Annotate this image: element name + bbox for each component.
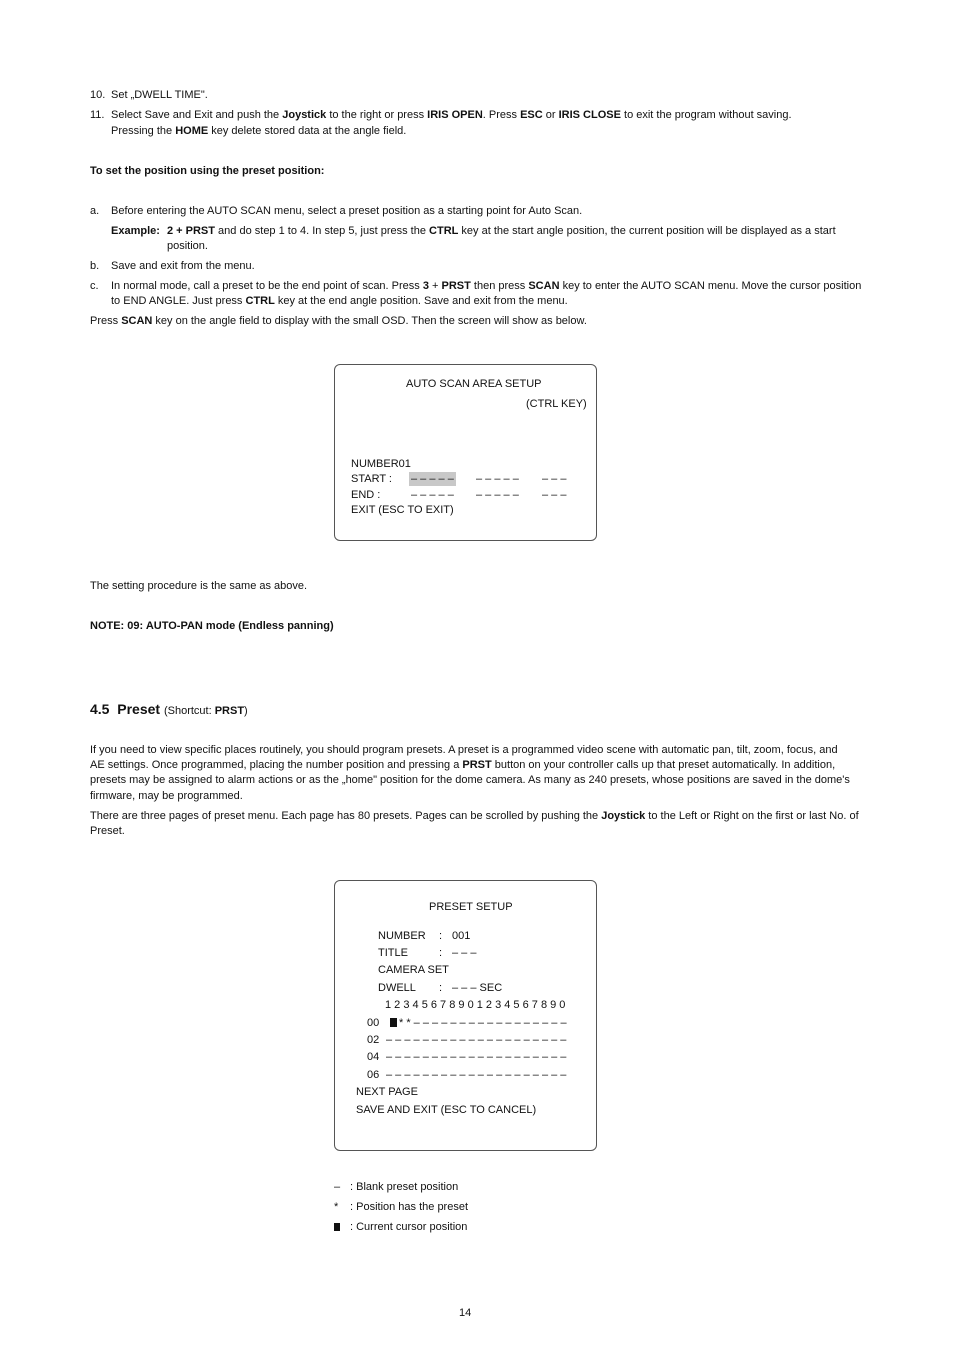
para1-line4: firmware, may be programmed. (90, 790, 243, 802)
step-text: Select Save and Exit and push the Joystick to the right or press IRIS OPEN. Press ESC or IRIS CLOSE to exit the program without saving. (111, 109, 792, 121)
para1-line3: presets may be assigned to alarm actions or as the „home" position for the dome camera. As many as 240 presets, whose positions are saved in the dome's (90, 774, 850, 786)
start-field-2[interactable]: – – – – – (476, 473, 519, 485)
start-field-3[interactable]: – – – (542, 473, 567, 485)
example-line-2: position. (167, 240, 208, 252)
item-b: b. Save and exit from the menu. (90, 260, 255, 272)
preset-setup-osd-screen (334, 880, 597, 1151)
row-label-02: 02 (367, 1034, 380, 1046)
save-exit-item[interactable]: SAVE AND EXIT (ESC TO CANCEL) (356, 1104, 537, 1116)
dwell-label: DWELL (378, 982, 416, 994)
exit-item[interactable]: EXIT (ESC TO EXIT) (351, 504, 454, 516)
row-label-06: 06 (367, 1069, 380, 1081)
step-number: 11. (90, 109, 105, 121)
dwell-value[interactable]: – – – SEC (452, 982, 503, 994)
row-label-00: 00 (367, 1017, 380, 1029)
item-c: c. In normal mode, call a preset to be the end point of scan. Press 3 + PRST then press SCAN key to enter the AUTO SCAN menu. Move the cursor position (90, 280, 862, 292)
ctrl-key-label: (CTRL KEY) (526, 398, 587, 410)
item-a: a. Before entering the AUTO SCAN menu, select a preset position as a starting point for Auto Scan. (90, 205, 583, 217)
digit-header: 1 2 3 4 5 6 7 8 9 0 1 2 3 4 5 6 7 8 9 0 (385, 999, 566, 1011)
preset-position-heading: To set the position using the preset position: (90, 165, 325, 177)
section-heading: 4.5 Preset (Shortcut: PRST) (90, 701, 248, 717)
cursor-icon (390, 1018, 397, 1027)
auto-scan-osd-screen (334, 364, 597, 541)
end-field-3[interactable]: – – – (542, 489, 567, 501)
step-10 (90, 88, 208, 103)
same-procedure-text: The setting procedure is the same as above. (90, 580, 308, 592)
legend-text: : Position has the preset (350, 1201, 469, 1213)
para2-line2: Preset. (90, 825, 125, 837)
colon: : (439, 930, 443, 942)
colon: : (439, 982, 443, 994)
legend-cursor (334, 1220, 468, 1235)
example-line: Example: 2 + PRST and do step 1 to 4. In step 5, just press the CTRL key at the start angle position, the current position will be displayed as a start (111, 225, 836, 237)
start-label: START : (351, 473, 392, 485)
preset-row-04[interactable]: – – – – – – – – – – – – – – – – – – – – (386, 1051, 567, 1063)
end-field-2[interactable]: – – – – – (476, 489, 519, 501)
para1-line1: If you need to view specific places routinely, you should program presets. A preset is a programmed video scene with automatic pan, tilt, zoom, focus, and (90, 744, 838, 756)
end-label: END : (351, 489, 381, 501)
note-text: NOTE: 09: AUTO-PAN mode (Endless panning) (90, 620, 334, 632)
para1-line2: AE settings. Once programmed, placing the number position and pressing a PRST button on your controller calls up that preset automatically. In addition, (90, 759, 836, 771)
dash-symbol: – (334, 1181, 341, 1193)
preset-row-06[interactable]: – – – – – – – – – – – – – – – – – – – – (386, 1069, 567, 1081)
preset-row-02[interactable]: – – – – – – – – – – – – – – – – – – – – (386, 1034, 567, 1046)
legend-text: : Blank preset position (350, 1181, 459, 1193)
star-symbol: * (334, 1201, 339, 1213)
colon: : (439, 947, 443, 959)
step-11 (90, 108, 792, 123)
legend-has-preset (334, 1200, 469, 1215)
item-c-line-2: to END ANGLE. Just press CTRL key at the end angle position. Save and exit from the menu. (111, 295, 568, 307)
osd-title: AUTO SCAN AREA SETUP (406, 378, 542, 390)
camera-set-item[interactable]: CAMERA SET (378, 964, 449, 976)
para2-line1: There are three pages of preset menu. Each page has 80 presets. Pages can be scrolled by pushing the Joystick to the Left or Right on the first or last No. of (90, 810, 859, 822)
row-label-04: 04 (367, 1051, 380, 1063)
cursor-square-icon (334, 1223, 340, 1231)
legend-blank (334, 1180, 459, 1195)
number-label: NUMBER01 (351, 458, 411, 470)
start-field-1[interactable]: – – – – – (411, 473, 454, 485)
step-11-line-2: Pressing the HOME key delete stored data at the angle field. (111, 125, 407, 137)
number-value[interactable]: 001 (452, 930, 471, 942)
step-number: 10. (90, 89, 106, 101)
next-page-item[interactable]: NEXT PAGE (356, 1086, 418, 1098)
title-value[interactable]: – – – (452, 947, 477, 959)
number-label: NUMBER (378, 930, 426, 942)
press-scan-text: Press SCAN key on the angle field to display with the small OSD. Then the screen will show as below. (90, 315, 587, 327)
end-field-1[interactable]: – – – – – (411, 489, 454, 501)
preset-row-00[interactable]: * * – – – – – – – – – – – – – – – – – (390, 1016, 567, 1031)
page-number: 14 (459, 1307, 472, 1319)
title-label: TITLE (378, 947, 408, 959)
legend-text: : Current cursor position (350, 1221, 468, 1233)
osd-title: PRESET SETUP (429, 901, 513, 913)
step-text: Set „DWELL TIME". (111, 89, 208, 101)
